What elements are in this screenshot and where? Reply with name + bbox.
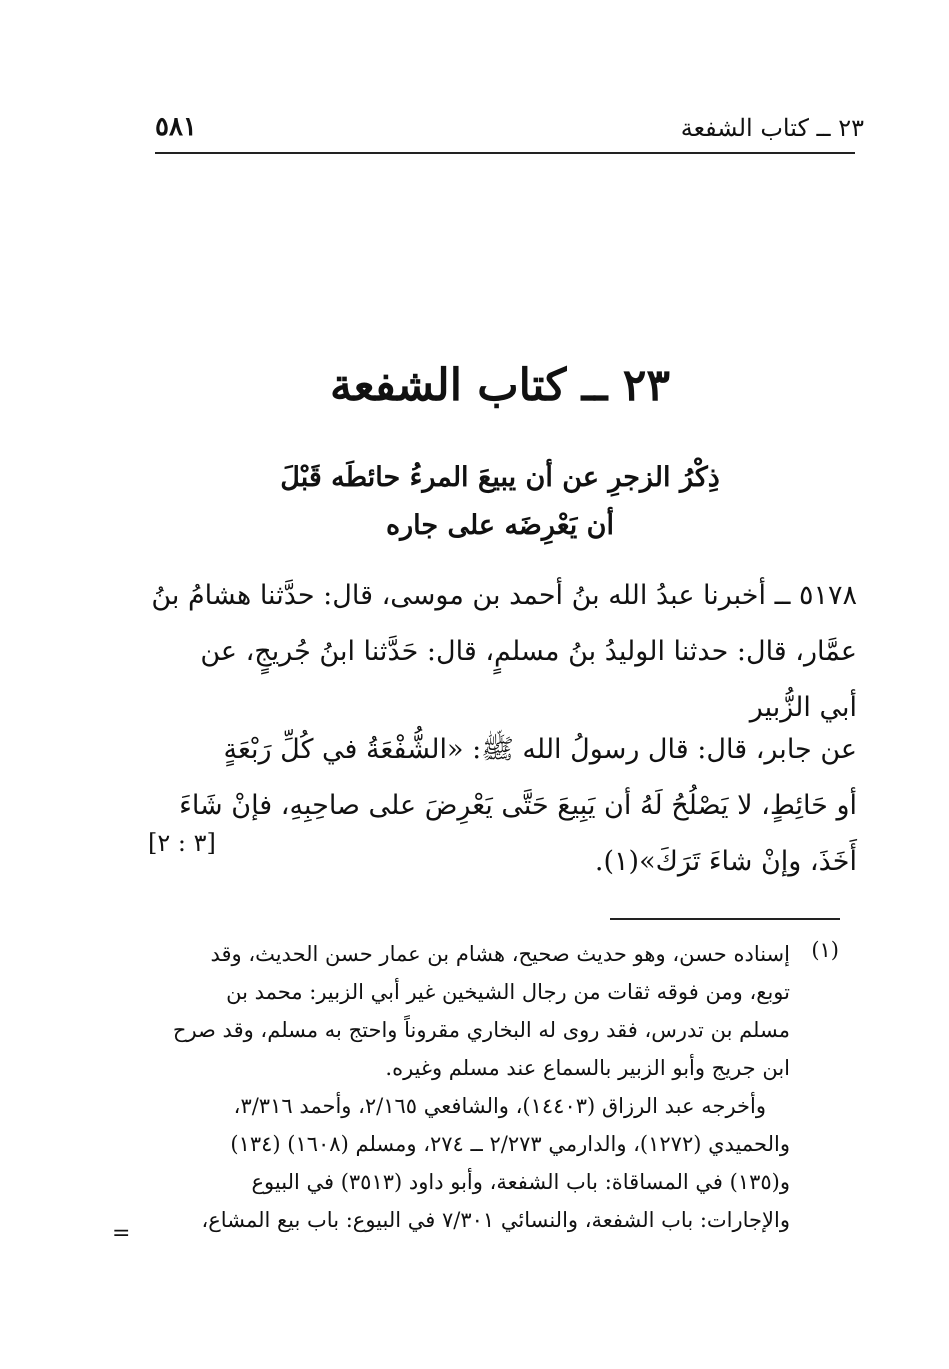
header-divider xyxy=(155,152,855,154)
footnote-divider xyxy=(610,918,840,920)
isnad-line: أبي الزُّبير xyxy=(749,692,857,723)
footnote-line: والإجارات: باب الشفعة، والنسائي ٧/٣٠١ في البيوع: باب بيع المشاع، xyxy=(201,1208,790,1232)
footnote-line: والحميدي (١٢٧٢)، والدارمي ٢/٢٧٣ ــ ٢٧٤، ومسلم (١٦٠٨) (١٣٤) xyxy=(230,1132,790,1156)
footnote-paragraph-1 xyxy=(130,935,790,1087)
matn-line: عن جابر، قال: قال رسولُ الله ﷺ: «الشُّفْعَةُ في كُلِّ رَبْعَةٍ xyxy=(223,734,857,765)
footnote-line: توبع، ومن فوقه ثقات من رجال الشيخين غير أبي الزبير: محمد بن xyxy=(226,980,790,1004)
matn-line: أَخَذَ، وإنْ شاءَ تَرَكَ»(١). xyxy=(594,846,857,877)
continuation-mark: = xyxy=(112,1221,131,1246)
footnote-line: و(١٣٥) في المساقاة: باب الشفعة، وأبو داود (٣٥١٣) في البيوع xyxy=(251,1170,790,1194)
footnote-line: وأخرجه عبد الرزاق (١٤٤٠٣)، والشافعي ٢/١٦٥، وأحمد ٣/٣١٦، xyxy=(233,1094,766,1118)
footnote-line: مسلم بن تدرس، فقد روى له البخاري مقروناً واحتج به مسلم، وقد صرح xyxy=(172,1018,790,1042)
isnad-line: عمَّار، قال: حدثنا الوليدُ بنُ مسلمٍ، قال: حَدَّثنا ابنُ جُريجٍ، عن xyxy=(200,636,857,667)
page-number: ٥٨١ xyxy=(155,112,197,142)
footnote-paragraph-2 xyxy=(130,1087,790,1239)
hadith-matn xyxy=(135,722,857,890)
footnote-number: (١) xyxy=(811,938,839,962)
book-title: ٢٣ ــ كتاب الشفعة xyxy=(329,360,670,411)
section-title-line-1: ذِكْرُ الزجرِ عن أن يبيعَ المرءُ حائطَه قَبْلَ xyxy=(280,462,720,493)
isnad-line: ٥١٧٨ ــ أخبرنا عبدُ الله بنُ أحمد بن موسى، قال: حدَّثنا هشامُ بنُ xyxy=(151,580,857,611)
hadith-reference: [٣ : ٢] xyxy=(148,829,216,857)
matn-line: أو حَائِطٍ، لا يَصْلُحُ لَهُ أن يَبِيعَ حَتَّى يَعْرِضَ على صاحِبِهِ، فإنْ شَاءَ xyxy=(179,790,857,821)
footnote-line: إسناده حسن، وهو حديث صحيح، هشام بن عمار حسن الحديث، وقد xyxy=(210,942,790,966)
section-title-line-2: أن يَعْرِضَه على جاره xyxy=(385,510,615,541)
footnote-line: ابن جريج وأبو الزبير بالسماع عند مسلم وغيره. xyxy=(385,1056,790,1080)
running-title: ٢٣ ــ كتاب الشفعة xyxy=(680,114,864,142)
hadith-isnad xyxy=(135,568,857,736)
